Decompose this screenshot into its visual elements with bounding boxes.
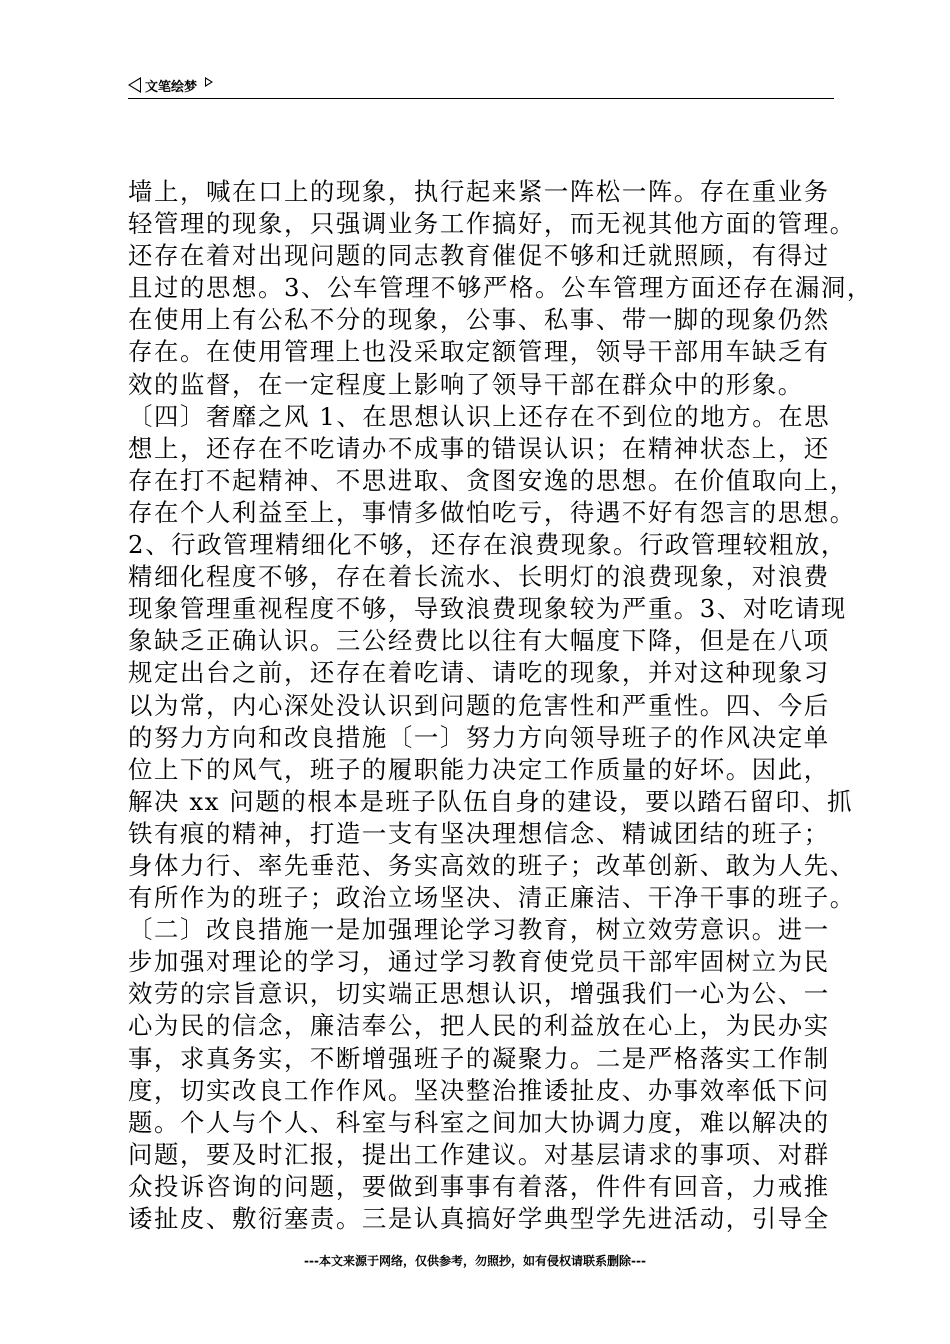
body-line: 步加强对理论的学习，通过学习教育使党员干部牢固树立为民 <box>128 947 830 977</box>
body-line: 身体力行、率先垂范、务实高效的班子；改革创新、敢为人先、 <box>128 850 856 880</box>
body-line: 题。个人与个人、科室与科室之间加大协调力度，难以解决的 <box>128 1107 830 1137</box>
body-line: 还存在着对出现问题的同志教育催促不够和迁就照顾，有得过 <box>128 241 830 271</box>
body-line: 效的监督，在一定程度上影响了领导干部在群众中的形象。 <box>128 369 804 399</box>
brand-name: 文笔绘梦 <box>145 79 198 95</box>
body-line: 存在。在使用管理上也没采取定额管理，领导干部用车缺乏有 <box>128 337 830 367</box>
body-line: 有所作为的班子；政治立场坚决、清正廉洁、干净干事的班子。 <box>128 883 856 913</box>
body-line: 现象管理重视程度不够，导致浪费现象较为严重。3、对吃请现 <box>128 594 847 624</box>
body-line: 墙上，喊在口上的现象，执行起来紧一阵松一阵。存在重业务 <box>128 177 830 206</box>
document-body <box>128 176 873 1235</box>
footer-notice: ---本文来源于网络，仅供参考，勿照抄，如有侵权请联系删除--- <box>304 1254 646 1268</box>
body-line: 诿扯皮、敷衍塞责。三是认真搞好学典型学先进活动，引导全 <box>128 1204 830 1233</box>
body-line: 精细化程度不够，存在着长流水、长明灯的浪费现象，对浪费 <box>128 562 830 592</box>
body-line: 解决 xx 问题的根本是班子队伍自身的建设，要以踏石留印、抓 <box>128 786 854 816</box>
body-line: 以为常，内心深处没认识到问题的危害性和严重性。四、今后 <box>128 690 830 720</box>
body-line: 位上下的风气，班子的履职能力决定工作质量的好坏。因此， <box>128 754 830 784</box>
body-line: 心为民的信念，廉洁奉公，把人民的利益放在心上，为民办实 <box>128 1011 830 1041</box>
body-line: 2、行政管理精细化不够，还存在浪费现象。行政管理较粗放， <box>128 530 847 560</box>
body-line: 事，求真务实，不断增强班子的凝聚力。二是严格落实工作制 <box>128 1043 830 1073</box>
page-header <box>128 74 834 99</box>
body-line: 众投诉咨询的问题，要做到事事有着落，件件有回音，力戒推 <box>128 1171 830 1201</box>
body-line: 效劳的宗旨意识，切实端正思想认识，增强我们一心为公、一 <box>128 979 830 1009</box>
body-line: 在使用上有公私不分的现象，公事、私事、带一脚的现象仍然 <box>128 305 830 335</box>
body-line: 铁有痕的精神，打造一支有坚决理想信念、精诚团结的班子； <box>128 818 830 848</box>
body-line: 〔四〕奢靡之风 1、在思想认识上还存在不到位的地方。在思 <box>128 401 831 431</box>
body-line: 且过的思想。3、公车管理不够严格。公车管理方面还存在漏洞， <box>128 273 873 303</box>
body-line: 存在打不起精神、不思进取、贪图安逸的思想。在价值取向上， <box>128 465 856 495</box>
triangle-right-icon <box>205 77 213 87</box>
body-line: 想上，还存在不吃请办不成事的错误认识；在精神状态上，还 <box>128 433 830 463</box>
body-line: 存在个人利益至上，事情多做怕吃亏，待遇不好有怨言的思想。 <box>128 497 856 527</box>
triangle-left-icon <box>128 77 141 93</box>
brand <box>128 74 213 96</box>
body-line: 问题，要及时汇报，提出工作建议。对基层请求的事项、对群 <box>128 1139 830 1169</box>
body-line: 规定出台之前，还存在着吃请、请吃的现象，并对这种现象习 <box>128 658 830 688</box>
body-line: 的努力方向和改良措施〔一〕努力方向领导班子的作风决定单 <box>128 722 830 752</box>
body-line: 〔二〕改良措施一是加强理论学习教育，树立效劳意识。进一 <box>128 915 830 945</box>
body-line: 象缺乏正确认识。三公经费比以往有大幅度下降，但是在八项 <box>128 626 830 656</box>
body-line: 轻管理的现象，只强调业务工作搞好，而无视其他方面的管理。 <box>128 209 856 239</box>
body-line: 度，切实改良工作作风。坚决整治推诿扯皮、办事效率低下问 <box>128 1075 830 1105</box>
